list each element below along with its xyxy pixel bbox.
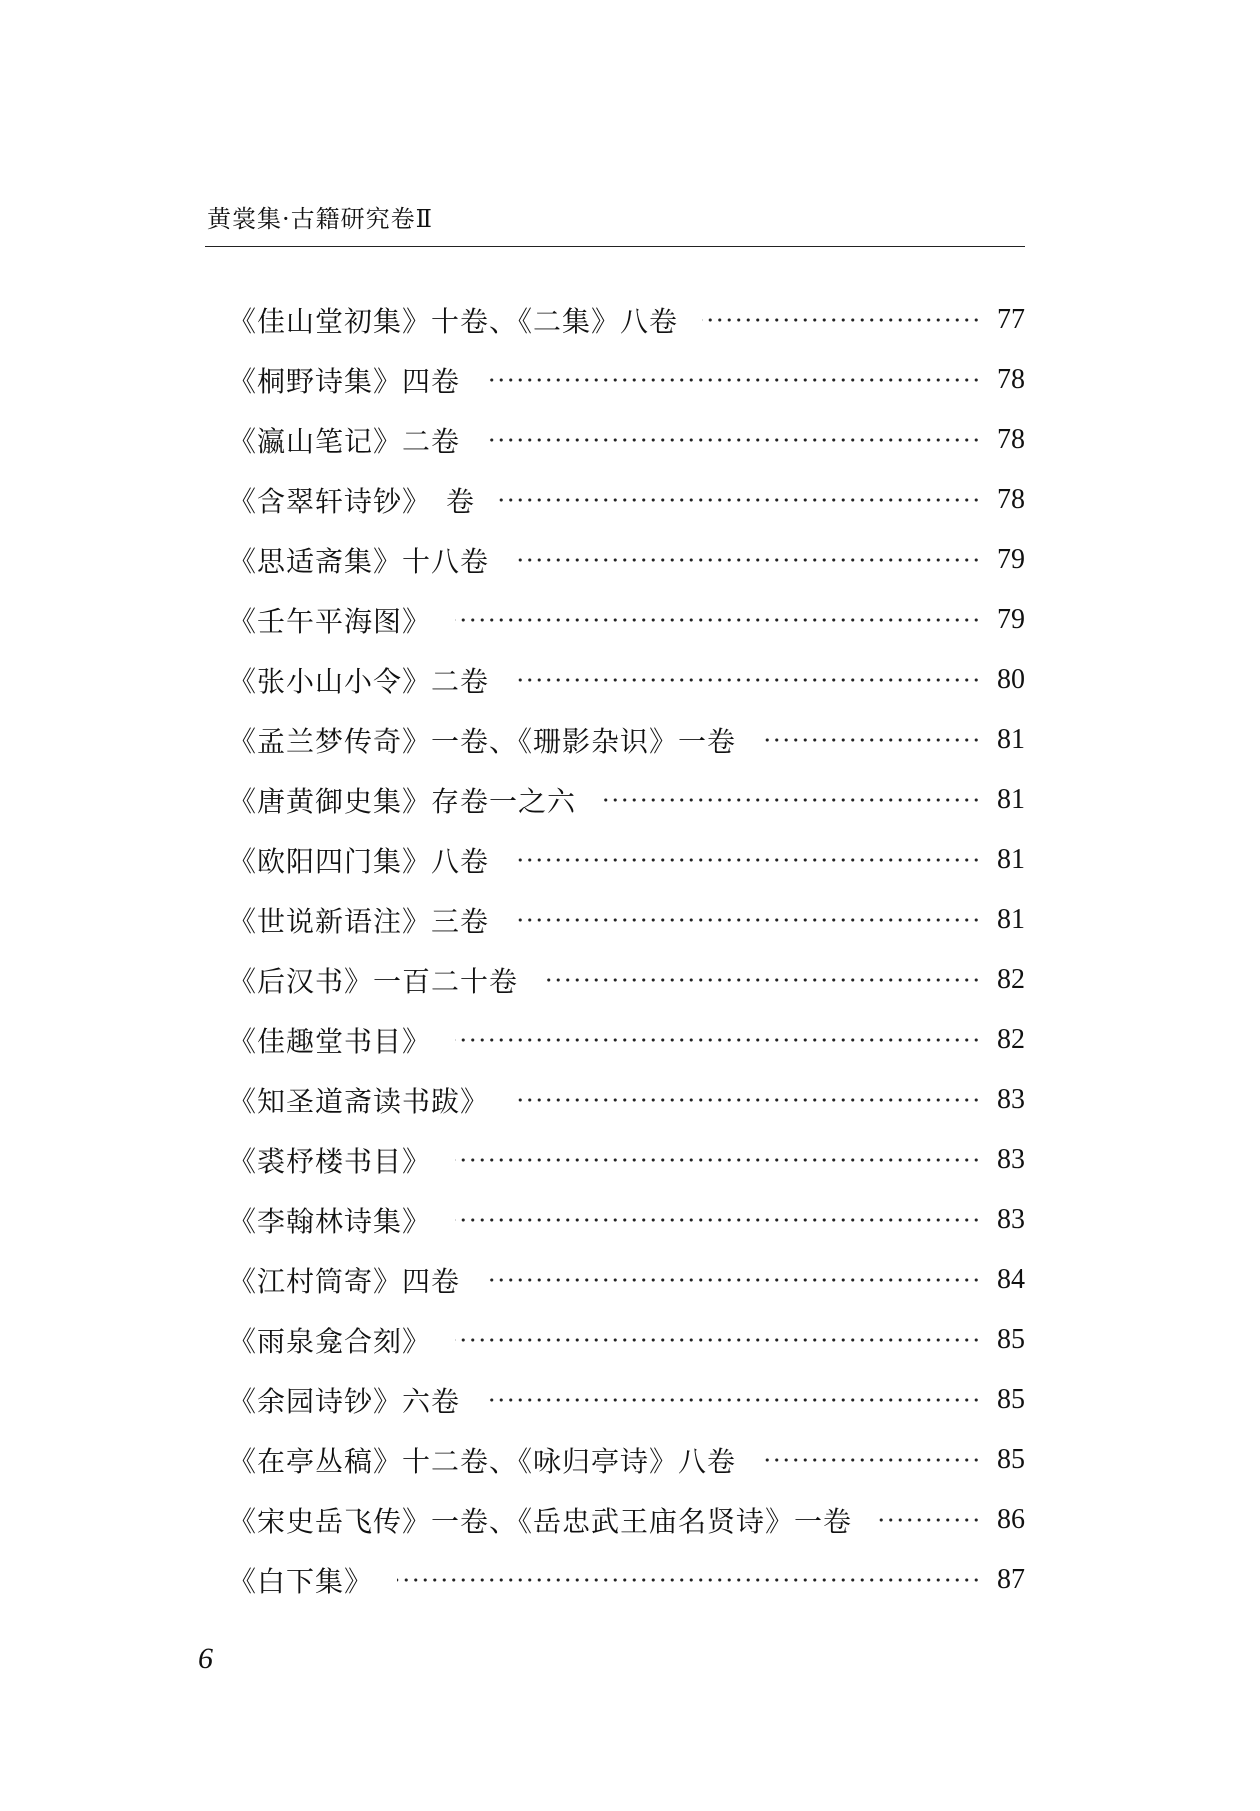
toc-leader-dots: [397, 1565, 981, 1595]
toc-leader-dots: [455, 1205, 981, 1235]
toc-leader-dots: [455, 1145, 981, 1175]
toc-leader-dots: [542, 965, 981, 995]
toc-leader-dots: [513, 845, 981, 875]
toc-entry-title: 《宋史岳飞传》一卷、《岳忠武王庙名贤诗》一卷: [228, 1505, 853, 1538]
toc-entry: [228, 710, 1025, 770]
toc-entry-page: 79: [997, 544, 1025, 575]
toc-leader-dots: [513, 905, 981, 935]
toc-entry-page: 80: [997, 664, 1025, 695]
toc-entry-title: 《佳趣堂书目》: [228, 1025, 432, 1058]
toc-entry: [228, 830, 1025, 890]
toc-entry: [228, 1310, 1025, 1370]
toc-entry: [228, 1370, 1025, 1430]
toc-entry: [228, 890, 1025, 950]
toc-leader-dots: [484, 425, 981, 455]
toc-entry-title: 《瀛山笔记》二卷: [228, 425, 461, 458]
toc-entry: [228, 1490, 1025, 1550]
toc-entry: [228, 410, 1025, 470]
toc-entry: [228, 590, 1025, 650]
toc-entry: [228, 350, 1025, 410]
toc-entry-title: 《欧阳四门集》八卷: [228, 845, 490, 878]
toc-entry-page: 83: [997, 1144, 1025, 1175]
toc-entry: [228, 1130, 1025, 1190]
toc-entry: [228, 770, 1025, 830]
toc-leader-dots: [702, 305, 981, 335]
toc-entry: [228, 1250, 1025, 1310]
toc-leader-dots: [484, 1385, 981, 1415]
toc-entry-title: 《余园诗钞》六卷: [228, 1385, 461, 1418]
toc-entry-page: 79: [997, 604, 1025, 635]
toc-leader-dots: [760, 1445, 981, 1475]
toc-entry-page: 81: [997, 844, 1025, 875]
toc-entry-title: 《在亭丛稿》十二卷、《咏归亭诗》八卷: [228, 1445, 737, 1478]
toc-entry: [228, 950, 1025, 1010]
toc-entry-title: 《孟兰梦传奇》一卷、《珊影杂识》一卷: [228, 725, 737, 758]
toc-leader-dots: [600, 785, 981, 815]
toc-entry-page: 85: [997, 1444, 1025, 1475]
toc-leader-dots: [513, 1085, 981, 1115]
toc-entry-title: 《雨泉龛合刻》: [228, 1325, 432, 1358]
toc-entry-page: 81: [997, 724, 1025, 755]
toc-leader-dots: [455, 605, 981, 635]
toc-entry: [228, 530, 1025, 590]
toc-entry-page: 81: [997, 784, 1025, 815]
toc-entry-title: 《唐黄御史集》存卷一之六: [228, 785, 577, 818]
toc-entry: [228, 470, 1025, 530]
toc-leader-dots: [455, 1325, 981, 1355]
toc-entry-title: 《后汉书》一百二十卷: [228, 965, 519, 998]
table-of-contents: [228, 290, 1025, 1610]
toc-entry-page: 78: [997, 424, 1025, 455]
toc-entry-page: 77: [997, 304, 1025, 335]
toc-entry-page: 85: [997, 1324, 1025, 1355]
toc-entry-title: 《思适斋集》十八卷: [228, 545, 490, 578]
toc-entry-title: 《世说新语注》三卷: [228, 905, 490, 938]
toc-entry: [228, 1190, 1025, 1250]
toc-entry-page: 78: [997, 364, 1025, 395]
toc-leader-dots: [760, 725, 981, 755]
toc-entry: [228, 1550, 1025, 1610]
toc-entry-title: 《含翠轩诗钞》 卷: [228, 485, 476, 518]
toc-entry: [228, 1070, 1025, 1130]
toc-entry: [228, 290, 1025, 350]
toc-entry-title: 《裘杼楼书目》: [228, 1145, 432, 1178]
toc-entry-page: 82: [997, 964, 1025, 995]
toc-entry-title: 《知圣道斋读书跋》: [228, 1085, 490, 1118]
toc-entry-page: 87: [997, 1564, 1025, 1595]
toc-leader-dots: [455, 1025, 981, 1055]
toc-entry-title: 《桐野诗集》四卷: [228, 365, 461, 398]
toc-leader-dots: [499, 485, 981, 515]
toc-entry: [228, 1430, 1025, 1490]
toc-entry-title: 《江村筒寄》四卷: [228, 1265, 461, 1298]
toc-entry-title: 《张小山小令》二卷: [228, 665, 490, 698]
toc-entry-title: 《李翰林诗集》: [228, 1205, 432, 1238]
toc-entry-title: 《白下集》: [228, 1565, 374, 1598]
toc-entry: [228, 650, 1025, 710]
running-head-title: 黄裳集·古籍研究卷Ⅱ: [207, 205, 433, 233]
toc-entry-page: 81: [997, 904, 1025, 935]
toc-leader-dots: [484, 1265, 981, 1295]
toc-leader-dots: [484, 365, 981, 395]
toc-entry-page: 83: [997, 1204, 1025, 1235]
toc-entry: [228, 1010, 1025, 1070]
toc-entry-page: 83: [997, 1084, 1025, 1115]
toc-entry-page: 78: [997, 484, 1025, 515]
toc-leader-dots: [513, 545, 981, 575]
running-head: [205, 202, 1025, 247]
toc-entry-title: 《佳山堂初集》十卷、《二集》八卷: [228, 305, 679, 338]
toc-entry-page: 82: [997, 1024, 1025, 1055]
page-number: 6: [198, 1642, 213, 1675]
toc-entry-page: 85: [997, 1384, 1025, 1415]
toc-entry-page: 84: [997, 1264, 1025, 1295]
toc-leader-dots: [513, 665, 981, 695]
toc-leader-dots: [876, 1505, 981, 1535]
toc-entry-page: 86: [997, 1504, 1025, 1535]
toc-entry-title: 《壬午平海图》: [228, 605, 432, 638]
